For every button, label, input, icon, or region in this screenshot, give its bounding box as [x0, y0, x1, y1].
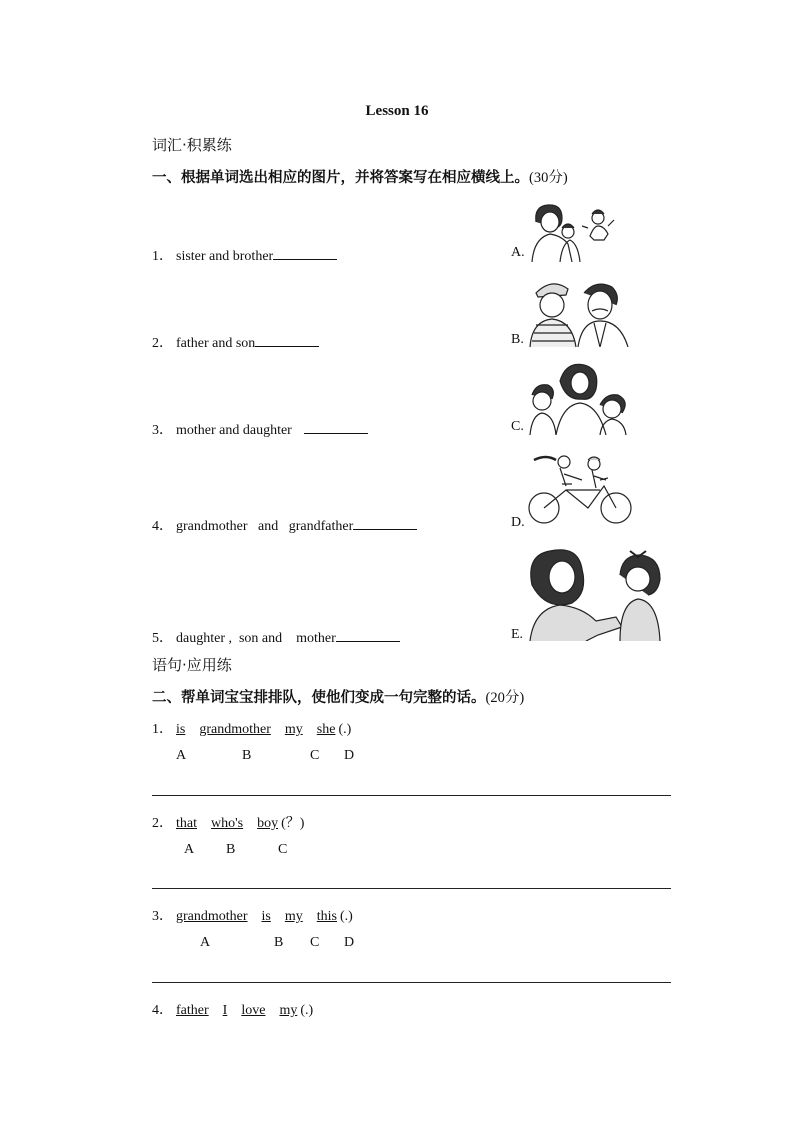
letter-a: A: [200, 935, 211, 950]
ordering-question-3: [152, 905, 353, 925]
question-number: 4．: [152, 1003, 173, 1018]
letter-b: B: [274, 935, 284, 950]
section-label-vocabulary: 词汇·积累练: [152, 136, 232, 154]
item-number: 4．: [152, 519, 173, 534]
word-my: my: [279, 1003, 298, 1018]
word-my: my: [284, 909, 303, 924]
word-boy: boy: [257, 816, 279, 831]
matching-item-1: [152, 245, 337, 265]
punctuation-hint: (？): [281, 816, 305, 831]
punctuation-hint: (.): [300, 1003, 314, 1018]
mother-with-son-and-daughter-illustration: [526, 361, 636, 435]
word-that: that: [176, 816, 197, 831]
section2-heading-text: 二、帮单词宝宝排排队，使他们变成一句完整的话。: [152, 690, 486, 706]
item-text: daughter , son and mother: [176, 631, 336, 646]
answer-blank[interactable]: [255, 333, 319, 347]
item-number: 2．: [152, 336, 173, 351]
word-my: my: [284, 722, 303, 737]
ordering-question-1: [152, 718, 351, 738]
word-is: is: [261, 909, 271, 924]
word-she: she: [316, 722, 336, 737]
answer-line-q2[interactable]: [152, 888, 671, 889]
letter-c: C: [278, 842, 288, 857]
punctuation-hint: (.): [340, 909, 353, 924]
word-is: is: [176, 722, 186, 737]
matching-item-5: [152, 627, 400, 647]
item-number: 1．: [152, 249, 173, 264]
item-text: father and son: [176, 336, 256, 351]
question-number: 3．: [152, 909, 173, 924]
grandparents-couple-illustration: [528, 275, 640, 347]
option-label-c: C.: [511, 419, 524, 434]
matching-item-4: [152, 515, 417, 535]
option-label-b: B.: [511, 332, 524, 347]
letter-a: A: [176, 748, 187, 763]
letter-d: D: [344, 935, 355, 950]
answer-blank[interactable]: [353, 516, 417, 530]
letter-b: B: [242, 748, 252, 763]
answer-blank[interactable]: [273, 246, 337, 260]
section-label-sentences: 语句·应用练: [152, 656, 232, 674]
question-number: 1．: [152, 722, 173, 737]
letter-c: C: [310, 748, 320, 763]
word-whos: who's: [211, 816, 244, 831]
mother-and-daughter-illustration: [526, 545, 668, 641]
brother-sister-tandem-bike-illustration: [526, 450, 636, 526]
section2-points: (20分): [485, 690, 525, 706]
section2-heading: [152, 686, 524, 707]
letter-d: D: [344, 748, 355, 763]
word-love: love: [241, 1003, 266, 1018]
ordering-question-4: [152, 999, 313, 1019]
item-number: 5．: [152, 631, 173, 646]
answer-line-q3[interactable]: [152, 982, 671, 983]
letter-a: A: [184, 842, 195, 857]
item-text: mother and daughter: [176, 423, 292, 438]
answer-blank[interactable]: [336, 628, 400, 642]
ordering-question-2: [152, 812, 304, 832]
item-text: sister and brother: [176, 249, 274, 264]
section1-heading: [152, 166, 568, 187]
item-number: 3．: [152, 423, 173, 438]
answer-blank[interactable]: [304, 420, 368, 434]
option-label-a: A.: [511, 245, 525, 260]
matching-item-3: [152, 419, 368, 439]
option-label-d: D.: [511, 515, 525, 530]
word-this: this: [316, 909, 337, 924]
letter-b: B: [226, 842, 236, 857]
word-grandmother: grandmother: [199, 722, 271, 737]
answer-line-q1[interactable]: [152, 795, 671, 796]
option-label-e: E.: [511, 627, 524, 642]
punctuation-hint: (.): [338, 722, 352, 737]
word-grandmother: grandmother: [176, 909, 248, 924]
question-number: 2．: [152, 816, 173, 831]
letter-c: C: [310, 935, 320, 950]
page-title: Lesson 16: [365, 103, 429, 119]
section1-points: (30分): [529, 170, 568, 186]
item-text: grandmother and grandfather: [176, 519, 354, 534]
grandmother-hugging-children-illustration: [528, 200, 620, 262]
word-i: I: [222, 1003, 228, 1018]
section1-heading-text: 一、根据单词选出相应的图片，并将答案写在相应横线上。: [152, 170, 529, 186]
matching-item-2: [152, 332, 319, 352]
word-father: father: [176, 1003, 209, 1018]
